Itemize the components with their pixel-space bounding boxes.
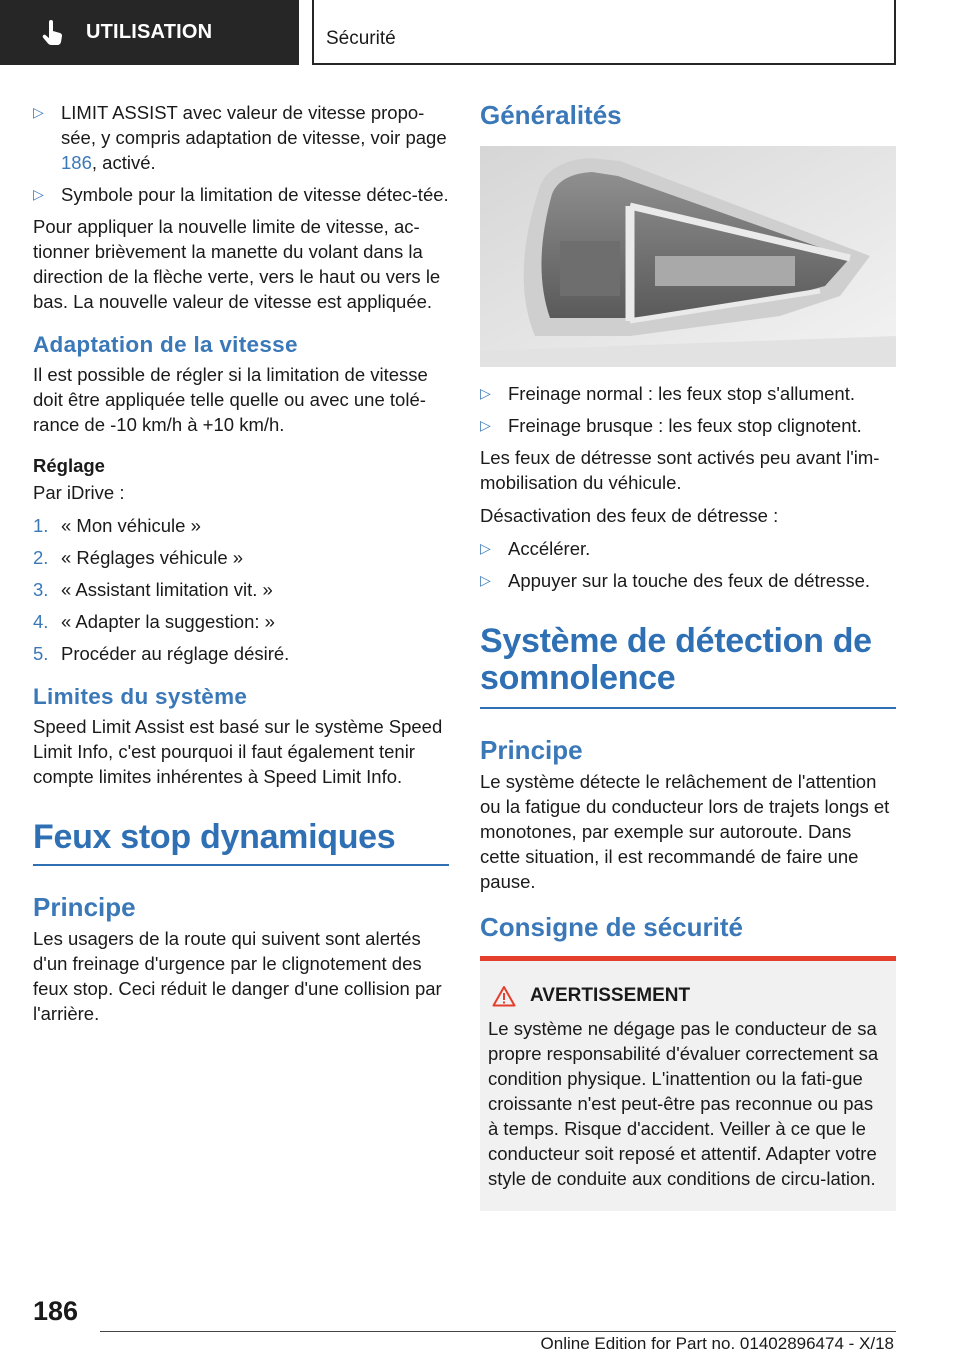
left-column <box>33 100 449 1034</box>
paragraph: Il est possible de régler si la limitation de vitesse doit être appliquée telle quelle ou avec une tolé-rance de -10 km/h à +10 km/h. <box>33 364 428 435</box>
right-column <box>480 100 896 1211</box>
step-item: 3. « Assistant limitation vit. » <box>33 579 273 600</box>
tail-light-illustration <box>480 146 896 367</box>
list-item: ▷ Appuyer sur la touche des feux de détresse. <box>480 570 870 591</box>
triangle-bullet-icon: ▷ <box>480 417 491 433</box>
paragraph: Pour appliquer la nouvelle limite de vitesse, ac-tionner brièvement la manette du volant dans la direction de la flèche verte, vers le haut ou vers le bas. La nouvelle valeur de vitesse est appliquée. <box>33 216 441 312</box>
list-item: ▷ Symbole pour la limitation de vitesse détec-tée. <box>33 184 449 205</box>
step-item: 2. « Réglages véhicule » <box>33 547 244 568</box>
footer-edition: Online Edition for Part no. 01402896474 - X/18 <box>540 1334 894 1353</box>
footer-rule <box>100 1331 896 1332</box>
list-item: ▷ Freinage brusque : les feux stop clignotent. <box>480 415 862 436</box>
heading-systeme-somnolence: Système de détection de somnolence <box>480 622 872 697</box>
page-number: 186 <box>33 1296 79 1326</box>
heading-feux-stop: Feux stop dynamiques <box>33 818 396 856</box>
triangle-bullet-icon: ▷ <box>480 540 491 556</box>
heading-limites: Limites du système <box>33 684 248 709</box>
paragraph: Désactivation des feux de détresse : <box>480 505 779 526</box>
page-link[interactable]: 186 <box>61 152 92 173</box>
warning-box <box>480 956 896 1211</box>
header-section-label: UTILISATION <box>86 21 213 43</box>
header-subsection-box <box>312 0 896 65</box>
heading-generalites: Généralités <box>480 100 622 130</box>
paragraph: Les feux de détresse sont activés peu avant l'im-mobilisation du véhicule. <box>480 447 880 493</box>
step-item: 4. « Adapter la suggestion: » <box>33 611 275 632</box>
paragraph: Speed Limit Assist est basé sur le système Speed Limit Info, c'est pourquoi il faut également tenir compte limites inhérentes à Speed Limit Info. <box>33 716 443 787</box>
section-rule <box>33 864 449 866</box>
list-item: ▷ Accélérer. <box>480 538 591 559</box>
heading-reglage: Réglage <box>33 455 105 476</box>
warning-title: AVERTISSEMENT <box>530 985 691 1006</box>
paragraph: Par iDrive : <box>33 482 125 503</box>
triangle-bullet-icon: ▷ <box>480 385 491 401</box>
header-section-tab <box>0 0 299 65</box>
heading-principe: Principe <box>33 892 136 922</box>
list-item: ▷ LIMIT ASSIST avec valeur de vitesse propo-sée, y compris adaptation de vitesse, voir page 186, activé. <box>33 102 447 173</box>
heading-principe: Principe <box>480 735 583 765</box>
step-item: 1. « Mon véhicule » <box>33 515 201 536</box>
step-item: 5. Procéder au réglage désiré. <box>33 643 290 664</box>
heading-consigne: Consigne de sécurité <box>480 912 743 942</box>
heading-adaptation: Adaptation de la vitesse <box>33 332 298 357</box>
hand-pointer-icon <box>42 20 64 46</box>
paragraph: Le système détecte le relâchement de l'attention ou la fatigue du conducteur lors de trajets longs et monotones, par exemple sur autoroute. Dans cette situation, il est recommandé de faire une pause. <box>480 771 890 892</box>
warning-triangle-icon <box>492 985 516 1007</box>
warning-text: Le système ne dégage pas le conducteur de sa propre responsabilité d'évaluer correctement sa condition physique. L'inattention ou la fati-gue croissante n'est peut-être pas reconnue ou pas à temps. Risque d'accident. Veiller à ce que le conducteur soit reposé et attentif. Adapter votre style de conduite aux conditions de circu-lation. <box>488 1018 879 1189</box>
tail-light-photo <box>480 146 896 367</box>
paragraph: Les usagers de la route qui suivent sont alertés d'un freinage d'urgence par le clignotement des feux stop. Ceci réduit le danger d'une collision par l'arrière. <box>33 928 442 1024</box>
triangle-bullet-icon: ▷ <box>33 186 44 202</box>
header-subsection-label: Sécurité <box>326 28 396 49</box>
list-item: ▷ Freinage normal : les feux stop s'allument. <box>480 383 855 404</box>
triangle-bullet-icon: ▷ <box>33 104 44 120</box>
section-rule <box>480 707 896 709</box>
triangle-bullet-icon: ▷ <box>480 572 491 588</box>
